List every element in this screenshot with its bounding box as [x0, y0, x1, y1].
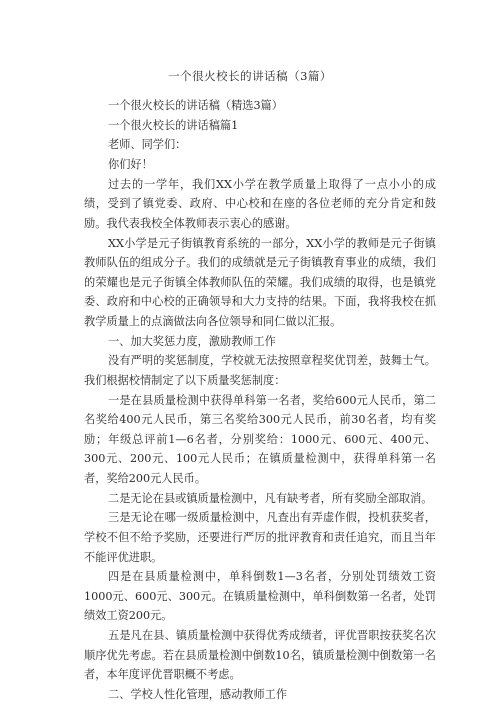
paragraph: 一个很火校长的讲话稿篇1	[108, 118, 239, 132]
paragraph: 你们好！	[108, 158, 153, 172]
paragraph: 老师、同学们：	[108, 138, 187, 152]
section-heading: 二、学校人性化管理，感动教师工作	[108, 688, 288, 702]
paragraph: 三是无论在哪一级质量检测中，凡查出有弄虚作假，投机获奖者，学校不但不给予奖励，还要进行严厉的批评教育和责任追究，而且当年不能评优进职。	[84, 511, 436, 564]
section-heading: 一、加大奖惩力度，激励教师工作	[108, 334, 276, 348]
paragraph: 一个很火校长的讲话稿（精选3篇）	[108, 99, 283, 112]
document-body	[84, 96, 436, 705]
paragraph: 一是在县质量检测中获得单科第一名者，奖给600元人民币，第二名奖给400元人民币，第三名奖给300元人民币，前30名者，均有奖励；年级总评前1—6名者，分别奖给：1000元、600元、400元、300元、200元、100元人民币；在镇质量检测中，获得单科第一名者，奖给200元人民币。	[84, 393, 436, 486]
paragraph: 过去的一学年，我们XX小学在教学质量上取得了一点小小的成绩，受到了镇党委、政府、中心校和在座的各位老师的充分肯定和鼓励。我代表我校全体教师表示衷心的感谢。	[84, 177, 436, 230]
paragraph: 没有严明的奖惩制度，学校就无法按照章程奖优罚差，鼓舞士气。我们根据校情制定了以下质量奖惩制度：	[84, 354, 436, 387]
paragraph: 五是凡在县、镇质量检测中获得优秀成绩者，评优晋职按获奖名次顺序优先考虑。若在县质量检测中倒数10名，镇质量检测中倒数第一名者，本年度评优晋职概不考虑。	[84, 629, 436, 682]
paragraph: 四是在县质量检测中，单科倒数1—3名者，分别处罚绩效工资1000元、600元、300元。在镇质量检测中，单科倒数第一名者，处罚绩效工资200元。	[84, 570, 436, 623]
document-title: 一个很火校长的讲话稿（3篇）	[168, 69, 332, 83]
paragraph: XX小学是元子街镇教育系统的一部分，XX小学的教师是元子街镇教师队伍的组成分子。我们的成绩就是元子街镇教育事业的成绩，我们的荣耀也是元子街镇全体教师队伍的荣耀。我们成绩的取得，也是镇党委、政府和中心校的正确领导和大力支持的结果。下面，我将我校在抓教学质量上的点滴做法向各位领导和同仁做以汇报。	[84, 236, 436, 328]
paragraph: 二是无论在县或镇质量检测中，凡有缺考者，所有奖励全部取消。	[108, 491, 433, 505]
